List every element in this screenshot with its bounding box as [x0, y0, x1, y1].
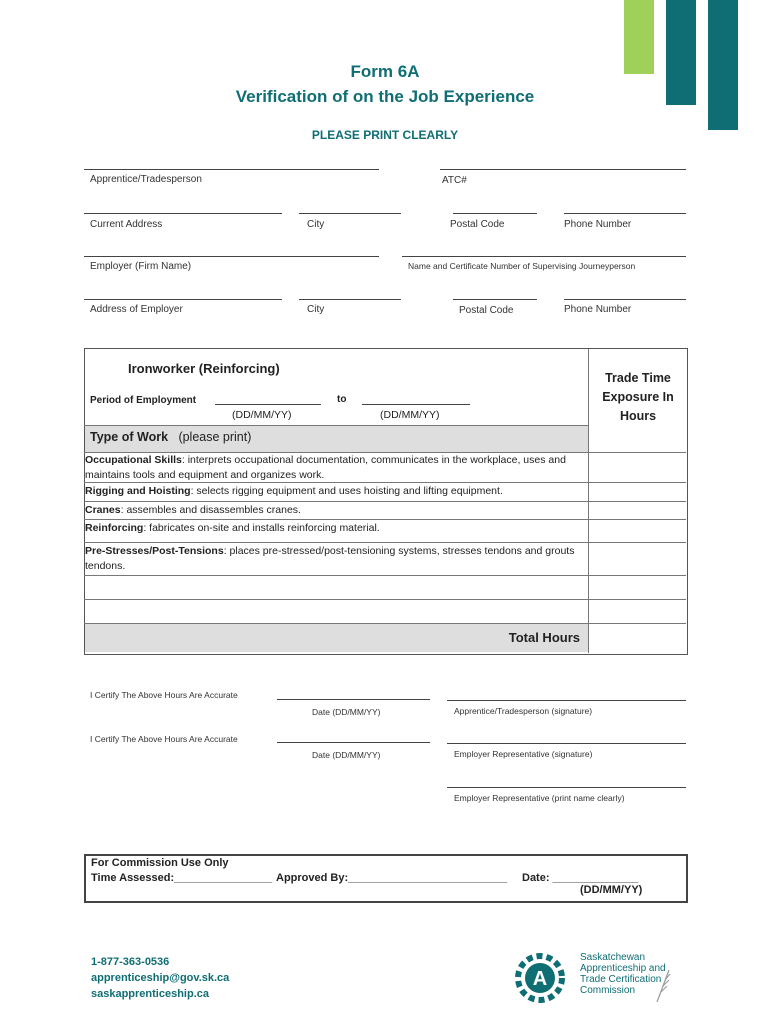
- contact-website[interactable]: saskapprenticeship.ca: [91, 988, 210, 1000]
- logo-line-3: Trade Certification: [580, 974, 662, 985]
- hours-input-5[interactable]: [589, 543, 685, 574]
- time-assessed[interactable]: Time Assessed:________________: [91, 872, 273, 884]
- period-end-field[interactable]: [362, 404, 470, 405]
- commission-a-icon: [508, 950, 572, 1005]
- hours-input-1[interactable]: [589, 453, 685, 481]
- svg-text:A: A: [532, 968, 548, 990]
- date-label-1: Date (DD/MM/YY): [312, 707, 381, 717]
- commission-date[interactable]: Date: ______________: [522, 872, 639, 884]
- postal-code-field[interactable]: [453, 213, 537, 214]
- apprentice-label: Apprentice/Tradesperson: [90, 174, 202, 185]
- approved-by[interactable]: Approved By:__________________________: [276, 872, 508, 884]
- print-instruction: PLEASE PRINT CLEARLY: [311, 128, 459, 142]
- work-row-3: Cranes: assembles and disassembles cranes.: [85, 504, 301, 516]
- total-hours-label: Total Hours: [508, 630, 580, 645]
- supervisor-label: Name and Certificate Number of Supervising Journeyperson: [408, 261, 636, 271]
- hours-input-3[interactable]: [589, 502, 685, 518]
- city-label-2: City: [307, 304, 325, 315]
- page-title: Verification of on the Job Experience: [235, 87, 535, 106]
- contact-phone[interactable]: 1-877-363-0536: [91, 956, 170, 968]
- work-row-5: Pre-Stresses/Post-Tensions: places pre-stressed/post-tensioning systems, stresses tendons and grouts tendons.: [85, 545, 575, 572]
- employer-print-name-field[interactable]: [447, 787, 686, 788]
- supervisor-field[interactable]: [402, 256, 686, 257]
- form-number: Form 6A: [350, 62, 420, 81]
- certify-statement-2: I Certify The Above Hours Are Accurate: [90, 734, 238, 744]
- date-label-2: Date (DD/MM/YY): [312, 750, 381, 760]
- employer-signature-field[interactable]: [447, 743, 686, 744]
- employer-address-field[interactable]: [84, 299, 282, 300]
- date-field-2[interactable]: [277, 742, 430, 743]
- current-address-label: Current Address: [90, 219, 163, 230]
- period-start-field[interactable]: [215, 404, 321, 405]
- current-address-field[interactable]: [84, 213, 282, 214]
- postal-code-field-2[interactable]: [453, 299, 537, 300]
- commission-heading: For Commission Use Only: [91, 857, 229, 869]
- contact-email[interactable]: apprenticeship@gov.sk.ca: [91, 972, 230, 984]
- exposure-header: Trade Time Exposure In Hours: [602, 371, 674, 423]
- work-row-1: Occupational Skills: interprets occupational documentation, communicates in the workplace, uses and maintains tools and equipment and organizes work.: [85, 454, 566, 481]
- period-label: Period of Employment: [90, 395, 197, 406]
- postal-code-label-2: Postal Code: [459, 305, 514, 316]
- total-hours-input[interactable]: [589, 624, 685, 652]
- atc-label: ATC#: [442, 175, 467, 186]
- logo-line-2: Apprenticeship and: [580, 963, 666, 974]
- type-of-work-heading: Type of Work (please print): [90, 430, 252, 444]
- trade-name: Ironworker (Reinforcing): [128, 361, 280, 376]
- postal-code-label: Postal Code: [450, 219, 505, 230]
- hours-input-4[interactable]: [589, 520, 685, 541]
- date-format-2: (DD/MM/YY): [380, 409, 440, 421]
- phone-label-2: Phone Number: [564, 304, 632, 315]
- apprentice-signature-field[interactable]: [447, 700, 686, 701]
- apprentice-field[interactable]: [84, 169, 379, 170]
- commission-date-format: (DD/MM/YY): [580, 884, 643, 896]
- date-format-1: (DD/MM/YY): [232, 409, 292, 421]
- to-label: to: [337, 394, 347, 405]
- atc-field[interactable]: [440, 169, 686, 170]
- employer-label: Employer (Firm Name): [90, 261, 192, 272]
- apprentice-signature-label: Apprentice/Tradesperson (signature): [454, 706, 593, 716]
- employer-field[interactable]: [84, 256, 379, 257]
- hours-input-2[interactable]: [589, 483, 685, 500]
- wheat-icon: [653, 968, 673, 1002]
- commission-logo: [508, 950, 673, 1005]
- phone-label: Phone Number: [564, 219, 632, 230]
- logo-line-1: Saskatchewan: [580, 952, 646, 963]
- city-field-2[interactable]: [299, 299, 401, 300]
- phone-field[interactable]: [564, 213, 686, 214]
- employer-signature-label: Employer Representative (signature): [454, 749, 593, 759]
- phone-field-2[interactable]: [564, 299, 686, 300]
- employer-address-label: Address of Employer: [90, 304, 183, 315]
- employer-print-name-label: Employer Representative (print name clearly): [454, 793, 625, 803]
- city-label: City: [307, 219, 325, 230]
- work-row-2: Rigging and Hoisting: selects rigging equipment and uses hoisting and lifting equipment.: [85, 485, 503, 497]
- date-field-1[interactable]: [277, 699, 430, 700]
- certify-statement-1: I Certify The Above Hours Are Accurate: [90, 690, 238, 700]
- work-row-4: Reinforcing: fabricates on-site and installs reinforcing material.: [85, 522, 380, 534]
- logo-line-4: Commission: [580, 985, 636, 996]
- city-field[interactable]: [299, 213, 401, 214]
